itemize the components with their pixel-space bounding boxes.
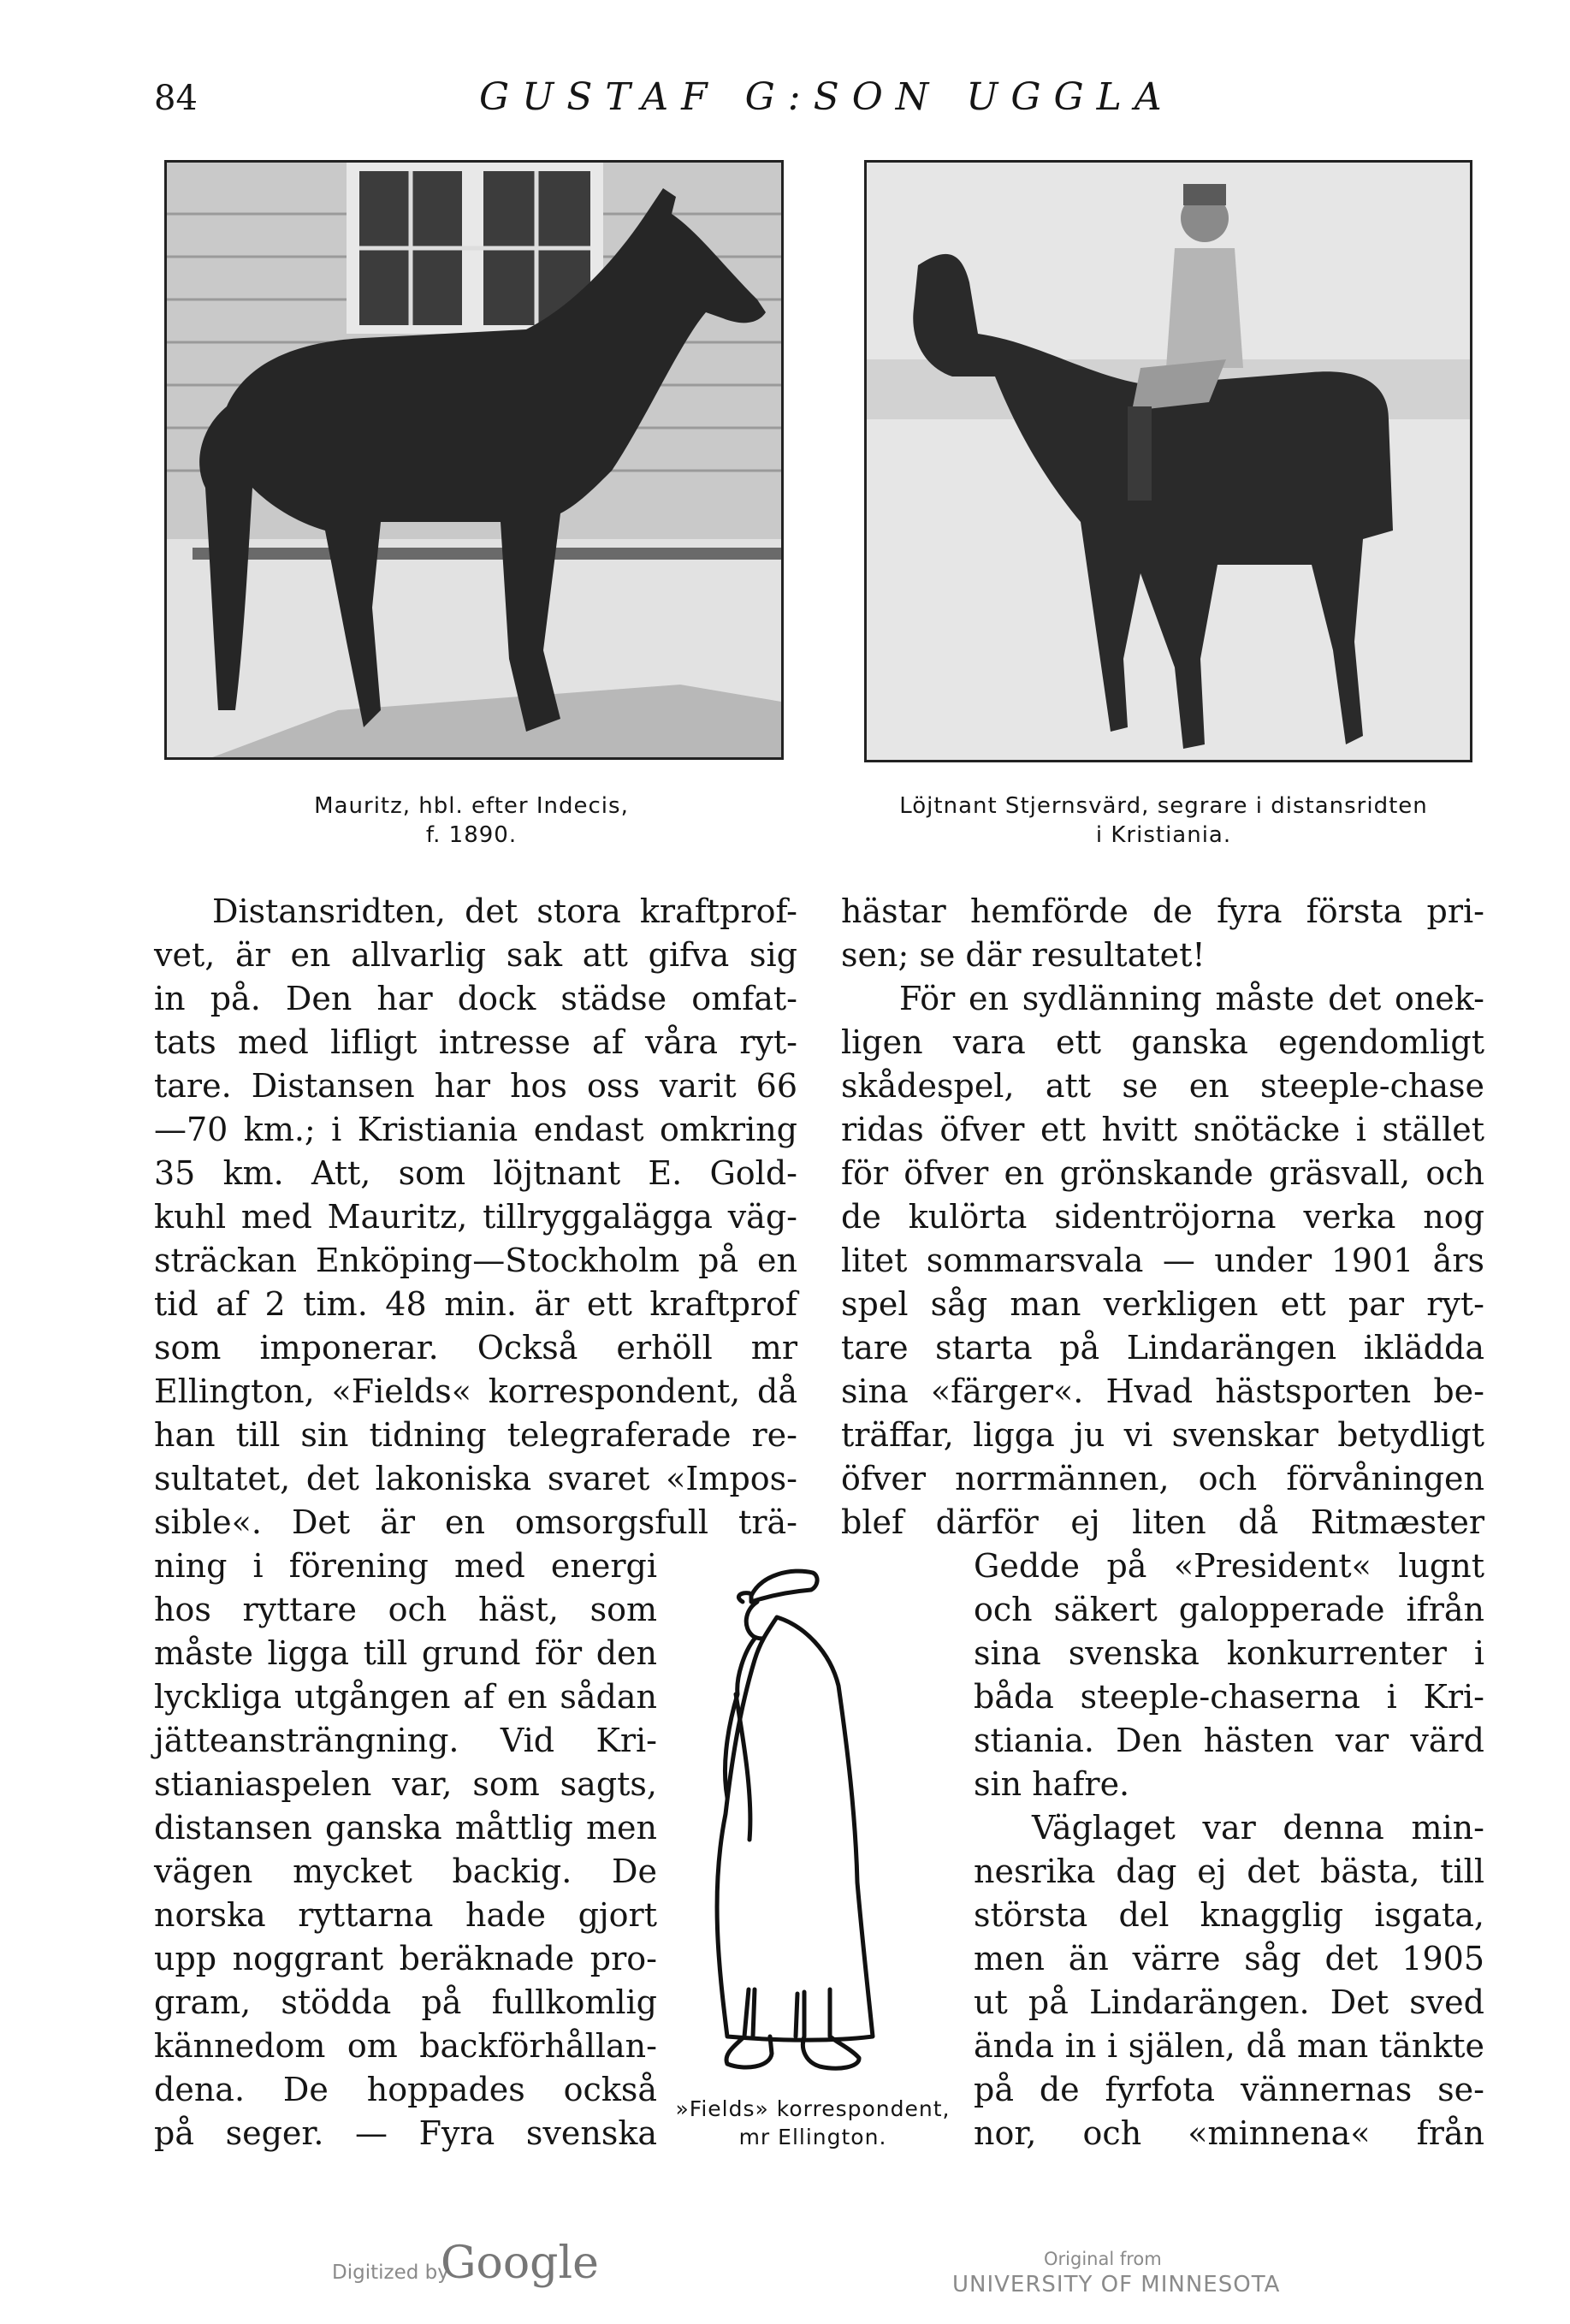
- text-line: största del knagglig isgata,: [974, 1896, 1484, 1934]
- text-line: Gedde på «President« lugnt: [974, 1547, 1484, 1585]
- text-line: —70 km.; i Kristiania endast omkring: [154, 1111, 797, 1148]
- text-line: sina svenska konkurrenter i: [974, 1634, 1484, 1672]
- text-line: nesrika dag ej det bästa, till: [974, 1853, 1484, 1890]
- caption-line: i Kristiania.: [1095, 822, 1232, 848]
- text-line: vet, är en allvarlig sak att gifva sig: [154, 936, 797, 974]
- text-line: upp noggrant beräknade pro-: [154, 1940, 657, 1977]
- google-logo: Google: [441, 2238, 599, 2289]
- text-line: kännedom om backförhållan-: [154, 2027, 657, 2065]
- text-line: men än värre såg det 1905: [974, 1940, 1484, 1977]
- text-line: dena. De hoppades också: [154, 2071, 657, 2108]
- caption-cartoon: [667, 2095, 958, 2151]
- body-column-right-upper: [841, 890, 1484, 1544]
- text-line: kuhl med Mauritz, tillryggalägga väg-: [154, 1198, 797, 1236]
- running-title: GUSTAF G:SON UGGLA: [479, 75, 1175, 119]
- text-line: sträckan Enköping—Stockholm på en: [154, 1242, 797, 1279]
- body-column-left-upper: [154, 890, 797, 1544]
- text-line: tare. Distansen har hos oss varit 66: [154, 1067, 797, 1105]
- text-line: stiania. Den hästen var värd: [974, 1722, 1484, 1759]
- text-line: skådespel, att se en steeple-chase: [841, 1067, 1484, 1105]
- text-line: tid af 2 tim. 48 min. är ett kraftprof: [154, 1285, 797, 1323]
- text-line: ut på Lindarängen. Det sved: [974, 1983, 1484, 2021]
- text-line: för öfver en grönskande gräsvall, och: [841, 1154, 1484, 1192]
- caption-line: f. 1890.: [425, 822, 518, 848]
- text-line: För en sydlänning måste det onek-: [899, 980, 1484, 1017]
- text-line: de kulörta sidentröjorna verka nog: [841, 1198, 1484, 1236]
- body-column-left-lower: [154, 1544, 657, 2155]
- text-line: gram, stödda på fullkomlig: [154, 1983, 657, 2021]
- text-line: ligen vara ett ganska egendomligt: [841, 1023, 1484, 1061]
- text-line: distansen ganska måttlig men: [154, 1809, 657, 1847]
- text-line: på de fyrfota vännernas se-: [974, 2071, 1484, 2108]
- text-line: 35 km. Att, som löjtnant E. Gold-: [154, 1154, 797, 1192]
- text-line: lyckliga utgången af en sådan: [154, 1678, 657, 1716]
- text-line: jätteansträngning. Vid Kri-: [154, 1722, 657, 1759]
- text-line: han till sin tidning telegraferade re-: [154, 1416, 797, 1454]
- text-line: Väglaget var denna min-: [1032, 1809, 1484, 1847]
- caption-stjernsvard: [838, 791, 1489, 850]
- university-label: UNIVERSITY OF MINNESOTA: [952, 2272, 1281, 2297]
- photo-horse-mauritz: [164, 160, 784, 760]
- text-line: öfver norrmännen, och förvåningen: [841, 1460, 1484, 1497]
- text-line: träffar, ligga ju vi svenskar betydligt: [841, 1416, 1484, 1454]
- text-line: ning i förening med energi: [154, 1547, 657, 1585]
- text-line: som imponerar. Också erhöll mr: [154, 1329, 797, 1367]
- photo-officer-on-horse: [864, 160, 1472, 762]
- text-line: på seger. — Fyra svenska: [154, 2114, 657, 2152]
- text-line: spel såg man verkligen ett par ryt-: [841, 1285, 1484, 1323]
- text-line: vägen mycket backig. De: [154, 1853, 657, 1890]
- text-line: litet sommarsvala — under 1901 års: [841, 1242, 1484, 1279]
- text-line: måste ligga till grund för den: [154, 1634, 657, 1672]
- caption-line: Löjtnant Stjernsvärd, segrare i distansridten: [899, 793, 1428, 819]
- caption-line: »Fields» korrespondent,: [675, 2096, 951, 2121]
- text-line: sultatet, det lakoniska svaret «Impos-: [154, 1460, 797, 1497]
- text-line: nor, och «minnena« från: [974, 2114, 1484, 2152]
- text-line: sible«. Det är en omsorgsfull trä-: [154, 1503, 797, 1541]
- text-line: blef därför ej liten då Ritmæster: [841, 1503, 1484, 1541]
- cartoon-ellington: [710, 1557, 903, 2079]
- text-line: ridas öfver ett hvitt snötäcke i stället: [841, 1111, 1484, 1148]
- text-line: stianiaspelen var, som sagts,: [154, 1765, 657, 1803]
- text-line: hos ryttare och häst, som: [154, 1591, 657, 1628]
- caption-line: Mauritz, hbl. efter Indecis,: [314, 793, 629, 819]
- caption-mauritz: [164, 791, 779, 850]
- original-from-label: Original from: [1044, 2249, 1162, 2269]
- text-line: ända in i själen, då man tänkte: [974, 2027, 1484, 2065]
- text-line: hästar hemförde de fyra första pri-: [841, 892, 1484, 930]
- text-line: Ellington, «Fields« korrespondent, då: [154, 1372, 797, 1410]
- text-line: sen; se där resultatet!: [841, 936, 1206, 974]
- text-line: och säkert galopperade ifrån: [974, 1591, 1484, 1628]
- body-column-right-lower: [974, 1544, 1484, 2155]
- text-line: norska ryttarna hade gjort: [154, 1896, 657, 1934]
- text-line: tare starta på Lindarängen iklädda: [841, 1329, 1484, 1367]
- text-line: in på. Den har dock städse omfat-: [154, 980, 797, 1017]
- text-line: sina «färger«. Hvad hästsporten be-: [841, 1372, 1484, 1410]
- caption-line: mr Ellington.: [738, 2125, 887, 2149]
- text-line: Distansridten, det stora kraftprof-: [212, 892, 797, 930]
- page-number: 84: [154, 79, 198, 118]
- text-line: tats med lifligt intresse af våra ryt-: [154, 1023, 797, 1061]
- text-line: båda steeple-chaserna i Kri-: [974, 1678, 1484, 1716]
- digitized-by-label: Digitized by: [332, 2262, 449, 2284]
- text-line: sin hafre.: [974, 1765, 1130, 1803]
